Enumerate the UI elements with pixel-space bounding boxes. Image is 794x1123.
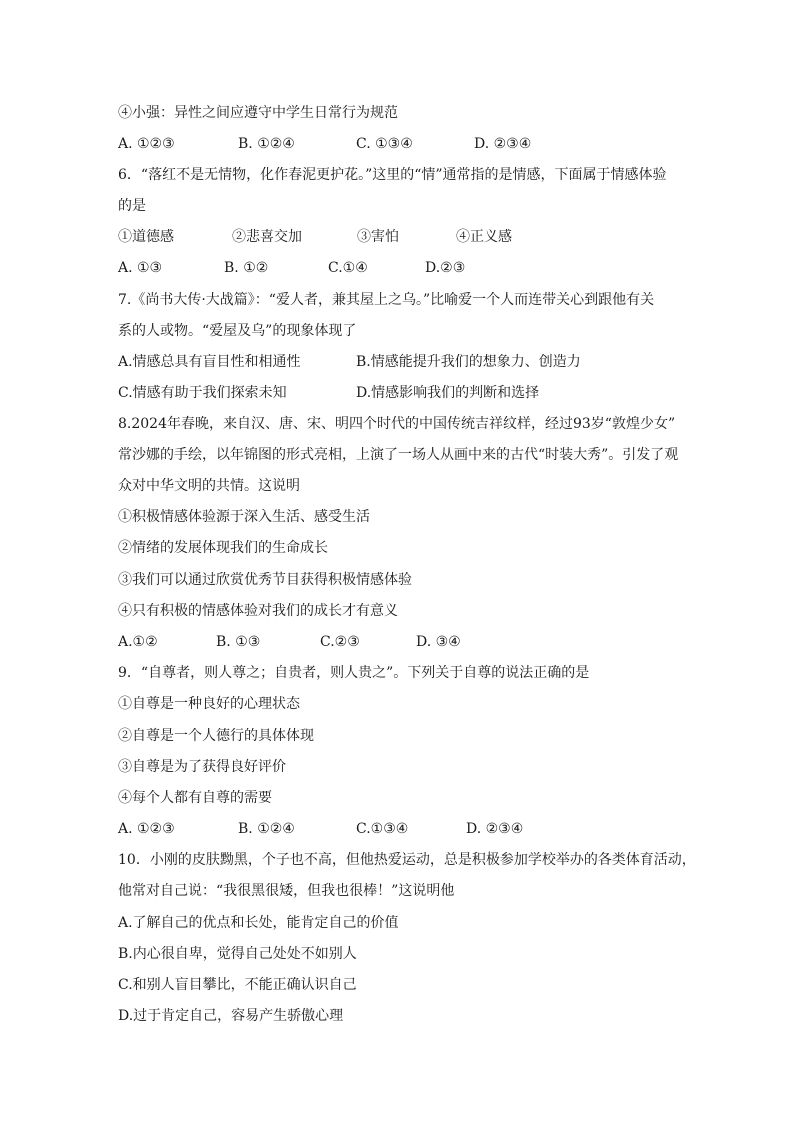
q7-option-a: A.情感总具有盲目性和相通性 [118, 354, 301, 370]
q5-item-4: ④小强：异性之间应遵守中学生日常行为规范 [118, 105, 398, 121]
q8-stem-line-1: 8.2024年春晚，来自汉、唐、宋、明四个时代的中国传统吉祥纹样，经过93岁“敦煌少女” [118, 416, 676, 432]
q8-item-3: ③我们可以通过欣赏优秀节目获得积极情感体验 [118, 572, 412, 588]
q10-stem-line-2: 他常对自己说：“我很黑很矮，但我也很棒！”这说明他 [118, 883, 455, 899]
q6-item-1: ①道德感 [118, 229, 174, 245]
q10-stem-line-1: 10．小刚的皮肤黝黑，个子也不高，但他热爱运动，总是积极参加学校举办的各类体育活动， [118, 852, 696, 868]
q7-option-b: B.情感能提升我们的想象力、创造力 [356, 354, 581, 370]
q8-stem-line-2: 常沙娜的手绘，以年锦图的形式亮相，上演了一场人从画中来的古代“时装大秀”。引发了观 [118, 447, 679, 463]
q8-option-b: B. ①③ [216, 634, 261, 650]
q5-option-b: B. ①②④ [238, 136, 295, 152]
q6-option-a: A. ①③ [118, 260, 163, 276]
q10-option-a: A.了解自己的优点和长处，能肯定自己的价值 [118, 915, 399, 931]
q6-option-c: C.①④ [328, 260, 368, 276]
q7-stem-line-2: 系的人或物。“爱屋及乌”的现象体现了 [118, 323, 357, 339]
q9-option-d: D. ②③④ [466, 821, 524, 837]
q7-option-c: C.情感有助于我们探索未知 [118, 385, 287, 401]
q6-stem-line-2: 的是 [118, 198, 146, 214]
q8-option-c: C.②③ [320, 634, 360, 650]
q6-option-d: D.②③ [425, 260, 466, 276]
q8-stem-line-3: 众对中华文明的共情。这说明 [118, 478, 300, 494]
q8-option-a: A.①② [118, 634, 158, 650]
q7-stem-line-1: 7.《尚书大传·大战篇》：“爱人者，兼其屋上之乌。”比喻爱一个人而连带关心到跟他有关 [118, 292, 655, 308]
q9-item-3: ③自尊是为了获得良好评价 [118, 759, 286, 775]
q10-option-d: D.过于肯定自己，容易产生骄傲心理 [118, 1008, 344, 1024]
q6-option-b: B. ①② [224, 260, 269, 276]
q7-option-d: D.情感影响我们的判断和选择 [356, 385, 540, 401]
q9-item-2: ②自尊是一个人德行的具体体现 [118, 728, 314, 744]
q5-option-c: C. ①③④ [356, 136, 413, 152]
q10-option-b: B.内心很自卑，觉得自己处处不如别人 [118, 946, 357, 962]
q9-item-4: ④每个人都有自尊的需要 [118, 790, 272, 806]
q9-stem-line-1: 9．“自尊者，则人尊之；自贵者，则人贵之”。下列关于自尊的说法正确的是 [118, 665, 590, 681]
q5-option-d: D. ②③④ [474, 136, 532, 152]
q6-stem-line-1: 6．“落红不是无情物，化作春泥更护花。”这里的“情”通常指的是情感，下面属于情感体验 [118, 167, 667, 183]
q6-item-4: ④正义感 [456, 229, 512, 245]
q8-option-d: D. ③④ [416, 634, 461, 650]
q8-item-1: ①积极情感体验源于深入生活、感受生活 [118, 509, 370, 525]
q9-item-1: ①自尊是一种良好的心理状态 [118, 696, 300, 712]
q6-item-3: ③害怕 [357, 229, 399, 245]
q9-option-b: B. ①②④ [238, 821, 295, 837]
q8-item-4: ④只有积极的情感体验对我们的成长才有意义 [118, 603, 398, 619]
q10-option-c: C.和别人盲目攀比，不能正确认识自己 [118, 977, 357, 993]
q5-option-a: A. ①②③ [118, 136, 175, 152]
q9-option-c: C.①③④ [356, 821, 409, 837]
q6-item-2: ②悲喜交加 [232, 229, 302, 245]
q8-item-2: ②情绪的发展体现我们的生命成长 [118, 540, 328, 556]
q9-option-a: A. ①②③ [118, 821, 175, 837]
